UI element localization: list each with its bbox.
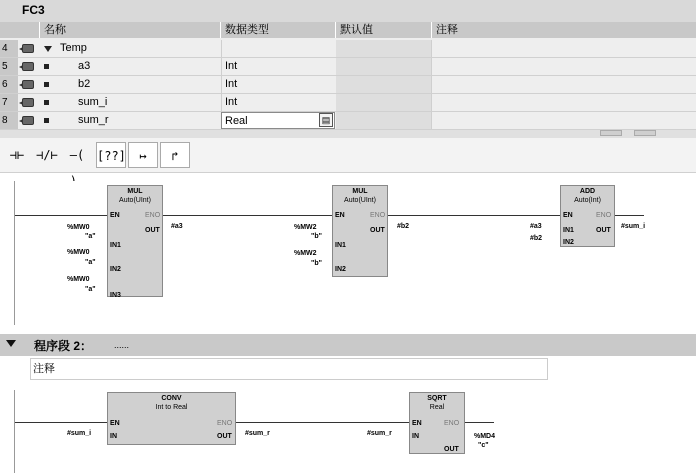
block-title: MUL <box>352 188 368 195</box>
table-row[interactable] <box>0 76 696 94</box>
table-row[interactable] <box>0 94 696 112</box>
column-header-comment[interactable]: 注释 <box>432 22 696 38</box>
output-operand[interactable]: #b2 <box>397 223 410 230</box>
pin-out: OUT <box>596 227 611 234</box>
operand-address[interactable]: %MW2 <box>294 250 317 257</box>
table-header-gutter <box>0 22 40 38</box>
scroll-up-icon[interactable] <box>600 130 622 136</box>
datatype-picker-icon[interactable]: ▤ <box>319 113 333 127</box>
pin-out: OUT <box>145 227 160 234</box>
pin-eno: ENO <box>217 420 233 427</box>
block-type <box>108 403 235 412</box>
default-value-cell[interactable] <box>336 76 431 93</box>
operand-address[interactable]: %MW0 <box>67 224 90 231</box>
row-number: 4 <box>0 40 18 57</box>
coil-icon[interactable]: –( <box>69 148 85 162</box>
input-operand[interactable]: #a3 <box>530 223 542 230</box>
input-operand[interactable]: #sum_i <box>67 430 92 437</box>
network-2 <box>14 390 696 473</box>
block-title-bar <box>0 0 696 23</box>
pin-en: EN <box>563 212 573 219</box>
pin-in2: IN2 <box>335 266 346 273</box>
pin-in1: IN1 <box>563 227 574 234</box>
power-rail-wire <box>15 215 107 216</box>
variable-icon <box>22 116 34 125</box>
variable-name[interactable]: a3 <box>78 60 91 72</box>
variable-name[interactable]: Temp <box>60 42 87 54</box>
variable-name[interactable]: sum_r <box>78 114 109 126</box>
power-rail-wire <box>15 422 107 423</box>
conv-block[interactable] <box>107 392 236 445</box>
open-branch-icon[interactable]: ↦ <box>128 142 158 168</box>
output-operand[interactable]: #sum_i <box>621 223 646 230</box>
block-type[interactable]: Auto(UInt) <box>119 197 151 204</box>
pin-out: OUT <box>444 446 459 453</box>
row-number: 6 <box>0 76 18 93</box>
variable-type[interactable]: Int <box>225 60 238 72</box>
operand-symbol[interactable]: "b" <box>311 233 322 240</box>
pin-in2: IN2 <box>563 239 574 246</box>
pin-out: OUT <box>370 227 385 234</box>
block-title: ADD <box>579 188 596 195</box>
pin-eno: ENO <box>145 212 161 219</box>
variable-icon <box>22 62 34 71</box>
bullet-icon <box>44 100 49 105</box>
default-value-cell[interactable] <box>336 40 431 57</box>
table-resize-bar[interactable] <box>0 130 696 138</box>
eno-wire <box>614 215 644 216</box>
pin-en: EN <box>412 420 422 427</box>
pin-eno: ENO <box>444 420 460 427</box>
default-value-cell[interactable] <box>336 58 431 75</box>
collapse-arrow-icon[interactable] <box>44 46 52 52</box>
row-number: 5 <box>0 58 18 75</box>
column-header-default[interactable]: 默认值 <box>336 22 432 38</box>
operand-address[interactable]: %MW0 <box>67 249 90 256</box>
scroll-down-icon[interactable] <box>634 130 656 136</box>
pin-in1: IN1 <box>110 242 121 249</box>
output-operand[interactable]: #sum_r <box>245 430 270 437</box>
collapse-arrow-icon[interactable] <box>6 340 16 347</box>
block-type[interactable]: Auto(Int) <box>574 197 601 204</box>
conversion-to-label: to <box>165 404 172 411</box>
block-title: FC3 <box>22 3 45 17</box>
bullet-icon <box>44 118 49 123</box>
pin-en: EN <box>110 420 120 427</box>
input-operand[interactable]: #b2 <box>530 235 543 242</box>
table-row[interactable] <box>0 58 696 76</box>
variable-name[interactable]: sum_i <box>78 96 108 108</box>
variable-name[interactable]: b2 <box>78 78 91 90</box>
normally-closed-contact-icon[interactable]: ⊣/⊢ <box>36 148 58 162</box>
eno-wire <box>162 215 332 216</box>
default-value-cell[interactable] <box>336 112 431 129</box>
block-type[interactable]: Real <box>429 404 445 411</box>
mul-block-2[interactable] <box>332 185 388 277</box>
network-title[interactable]: 程序段 2： <box>34 339 93 353</box>
bullet-icon <box>44 82 49 87</box>
pin-out: OUT <box>217 433 232 440</box>
pin-eno: ENO <box>596 212 612 219</box>
empty-box-icon[interactable]: [??] <box>96 142 126 168</box>
block-title: SQRT <box>427 395 447 402</box>
pin-in2: IN2 <box>110 266 121 273</box>
operand-symbol[interactable]: "a" <box>85 259 96 266</box>
close-branch-icon[interactable]: ↱ <box>160 142 190 168</box>
pin-in: IN <box>412 433 419 440</box>
block-type[interactable]: Auto(UInt) <box>344 197 376 204</box>
add-block[interactable] <box>560 185 615 247</box>
ladder-toolbar <box>0 138 696 173</box>
mul-block-1[interactable] <box>107 185 163 297</box>
variable-type[interactable]: Int <box>225 96 238 108</box>
pin-in: IN <box>110 433 117 440</box>
output-address[interactable]: %MD4 <box>474 433 496 440</box>
target-type[interactable]: Real <box>173 404 188 411</box>
block-title: CONV <box>161 395 182 402</box>
output-symbol[interactable]: "c" <box>478 442 489 449</box>
sqrt-block[interactable] <box>409 392 465 454</box>
operand-address[interactable]: %MW0 <box>67 276 90 283</box>
operand-symbol[interactable]: "a" <box>85 286 96 293</box>
block-title: MUL <box>127 188 143 195</box>
pin-in3: IN3 <box>110 292 121 299</box>
temp-section-icon <box>22 44 34 53</box>
network-title-placeholder[interactable]: ...... <box>114 340 130 350</box>
pin-eno: ENO <box>370 212 386 219</box>
network-1 <box>14 181 696 325</box>
table-row[interactable] <box>0 40 696 58</box>
network-2-header[interactable] <box>0 334 696 356</box>
source-type[interactable]: Int <box>155 404 164 411</box>
datatype-edit-field[interactable] <box>221 112 335 129</box>
normally-open-contact-icon[interactable]: ⊣⊢ <box>9 148 25 162</box>
input-operand[interactable]: #sum_r <box>367 430 392 437</box>
eno-wire <box>464 422 494 423</box>
output-operand[interactable]: #a3 <box>171 223 183 230</box>
column-header-name[interactable]: 名称 <box>40 22 221 38</box>
variable-table <box>0 22 696 130</box>
datatype-edit-value: Real <box>225 115 248 127</box>
eno-wire <box>235 422 410 423</box>
pin-en: EN <box>335 212 345 219</box>
column-header-datatype[interactable]: 数据类型 <box>221 22 336 38</box>
pin-in1: IN1 <box>335 242 346 249</box>
operand-symbol[interactable]: "b" <box>311 260 322 267</box>
bullet-icon <box>44 64 49 69</box>
eno-wire <box>387 215 561 216</box>
operand-address[interactable]: %MW2 <box>294 224 317 231</box>
variable-icon <box>22 80 34 89</box>
network-comment[interactable]: 注释 <box>30 358 548 380</box>
variable-icon <box>22 98 34 107</box>
variable-type[interactable]: Int <box>225 78 238 90</box>
operand-symbol[interactable]: "a" <box>85 233 96 240</box>
default-value-cell[interactable] <box>336 94 431 111</box>
row-number: 7 <box>0 94 18 111</box>
row-number: 8 <box>0 112 18 129</box>
table-row[interactable] <box>0 112 696 130</box>
pin-en: EN <box>110 212 120 219</box>
